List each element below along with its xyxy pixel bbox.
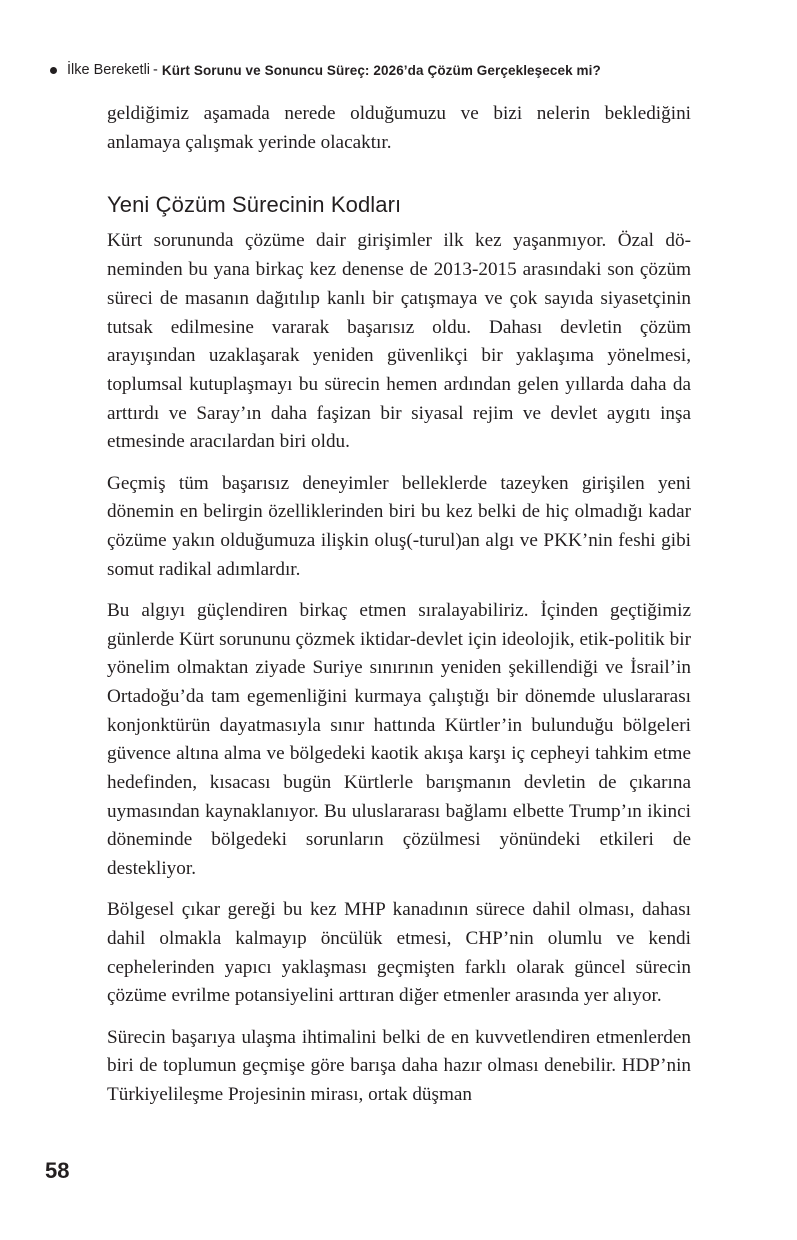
running-header	[50, 62, 750, 78]
header-author: İlke Bereketli	[67, 62, 151, 78]
body-paragraph-2: Geçmiş tüm başarısız deneyimler belleklerde tazeyken girişilen yeni dönemin en belirgin özelliklerinden biri bu kez belki de hiç olmadığı kadar çözüme yakın olduğumuza ilişkin oluş(-turul)an algı ve PKK’nin feshi gibi somut radikal adımlardır.	[107, 472, 691, 580]
page-number: 58	[45, 1158, 70, 1183]
header-book-title: Kürt Sorunu ve Sonuncu Süreç: 2026’da Çözüm Gerçekleşecek mi?	[161, 62, 601, 78]
bullet-icon	[50, 67, 57, 74]
body-paragraph-4: Bölgesel çıkar gereği bu kez MHP kanadının sürece dahil olması, dahası dahil olmakla kalmayıp öncülük etmesi, CHP’nin olumlu ve kendi cephelerinden yapıcı yaklaşması geçmişten farklı olarak güncel sürecin çözüme evrilme potansiyelini arttıran diğer etmenler arasında yer alıyor.	[107, 899, 691, 1007]
opening-paragraph: geldiğimiz aşamada nerede olduğumuzu ve bizi nelerin beklediğini anlamaya çalışmak yerinde olacaktır.	[107, 103, 691, 153]
body-paragraph-1: Kürt sorununda çözüme dair girişimler ilk kez yaşanmıyor. Özal döneminden bu yana birkaç kez denense de 2013-2015 arasındaki son çözüm süreci de masanın dağıtılıp kanlı bir çatışmaya ve çok sayıda siyasetçinin tutsak edilmesine vararak başarısız oldu. Dahası devletin çözüm arayışından uzaklaşarak yeniden güvenlikçi bir yaklaşıma yönelmesi, toplumsal kutuplaşmayı bu sürecin hemen ardından gelen yıllarda daha da arttırdı ve Saray’ın daha faşizan bir siyasal rejim ve devlet aygıtı inşa etmesinde aracılardan biri oldu.	[107, 230, 691, 453]
header-separator: -	[153, 62, 158, 78]
section-heading: Yeni Çözüm Sürecinin Kodları	[107, 192, 402, 218]
page-body	[107, 100, 691, 1110]
body-paragraph-5: Sürecin başarıya ulaşma ihtimalini belki de en kuvvetlendiren etmenlerden biri de toplumun geçmişe göre barışa daha hazır olması denebilir. HDP’nin Türkiyelileşme Projesinin mirası, ortak düşman	[107, 1026, 691, 1106]
body-paragraph-3: Bu algıyı güçlendiren birkaç etmen sıralayabiliriz. İçinden geçtiğimiz günlerde Kürt sorununu çözmek iktidar-devlet için ideolojik, etik-politik bir yönelim olmaktan ziyade Suriye sınırının yeniden şekillendiği ve İsrail’in Ortadoğu’da tam egemenliğini kurmaya çalıştığı bir dönemde uluslararası konjonktürün dayatmasıyla sınır hattında Kürtler’in bulunduğu bölgeleri güvence altına alma ve bölgedeki kaotik akışa karşı iç cepheyi tahkim etme hedefinden, kısacası bugün Kürtlerle barışmanın devletin de çıkarına uymasından kaynaklanıyor. Bu uluslararası bağlamı elbette Trump’ın ikinci döneminde bölgedeki sorunların çözülmesi yönündeki etkileri de destekliyor.	[107, 599, 691, 880]
